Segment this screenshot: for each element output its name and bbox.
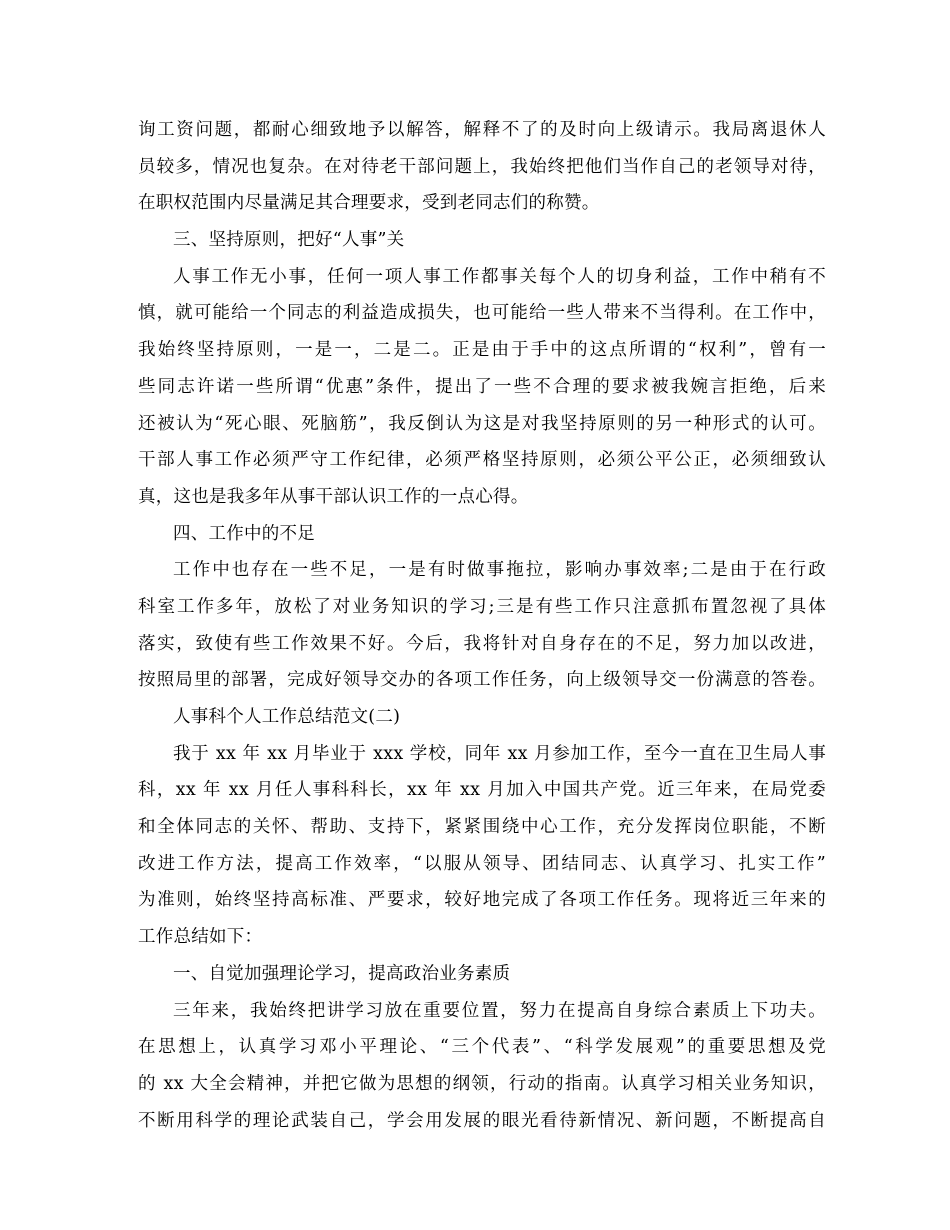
text-line: 人事工作无小事，任何一项人事工作都事关每个人的切身利益，工作中稍有不 (173, 266, 826, 287)
text-line: 三年来，我始终把讲学习放在重要位置，努力在提高自身综合素质上下功夫。 (173, 1000, 826, 1021)
text-line: 四、工作中的不足 (173, 523, 315, 544)
text-line: 科，xx 年 xx 月任人事科科长，xx 年 xx 月加入中国共产党。近三年来，在局党委 (138, 780, 826, 801)
text-line: 慎，就可能给一个同志的利益造成损失，也可能给一些人带来不当得利。在工作中， (138, 303, 826, 324)
text-line: 按照局里的部署，完成好领导交办的各项工作任务，向上级领导交一份满意的答卷。 (138, 670, 826, 691)
text-line: 改进工作方法，提高工作效率，“以服从领导、团结同志、认真学习、扎实工作” (138, 853, 826, 874)
text-line: 科室工作多年，放松了对业务知识的学习;三是有些工作只注意抓布置忽视了具体 (138, 596, 826, 617)
text-line: 工作总结如下： (138, 927, 263, 948)
text-line: 落实，致使有些工作效果不好。今后，我将针对自身存在的不足，努力加以改进， (138, 633, 826, 654)
text-line: 的 xx 大全会精神，并把它做为思想的纲领，行动的指南。认真学习相关业务知识， (138, 1073, 826, 1094)
text-line: 不断用科学的理论武装自己，学会用发展的眼光看待新情况、新问题，不断提高自 (138, 1110, 826, 1131)
text-line: 询工资问题，都耐心细致地予以解答，解释不了的及时向上级请示。我局离退休人 (138, 120, 826, 140)
text-line: 在职权范围内尽量满足其合理要求，受到老同志们的称赞。 (138, 193, 600, 214)
text-line: 工作中也存在一些不足，一是有时做事拖拉，影响办事效率;二是由于在行政 (173, 560, 826, 581)
text-line: 些同志许诺一些所谓“优惠”条件，提出了一些不合理的要求被我婉言拒绝，后来 (138, 376, 826, 397)
text-line: 真，这也是我多年从事干部认识工作的一点心得。 (138, 486, 529, 507)
text-line: 在思想上，认真学习邓小平理论、“三个代表”、“科学发展观”的重要思想及党 (138, 1037, 826, 1058)
text-line: 我于 xx 年 xx 月毕业于 xxx 学校，同年 xx 月参加工作，至今一直在卫生局人事 (173, 743, 826, 764)
document-page (138, 112, 826, 1139)
text-line: 我始终坚持原则，一是一，二是二。正是由于手中的这点所谓的“权利”，曾有一 (138, 340, 826, 361)
text-line: 人事科个人工作总结范文(二) (173, 707, 401, 727)
text-line: 三、坚持原则，把好“人事”关 (173, 230, 405, 251)
text-line: 员较多，情况也复杂。在对待老干部问题上，我始终把他们当作自己的老领导对待， (138, 156, 826, 177)
text-line: 还被认为“死心眼、死脑筋”，我反倒认为这是对我坚持原则的另一种形式的认可。 (138, 413, 826, 434)
text-line: 干部人事工作必须严守工作纪律，必须严格坚持原则，必须公平公正，必须细致认 (138, 450, 826, 471)
text-line: 一、自觉加强理论学习，提高政治业务素质 (173, 963, 511, 984)
text-line: 为准则，始终坚持高标准、严要求，较好地完成了各项工作任务。现将近三年来的 (138, 890, 826, 911)
text-line: 和全体同志的关怀、帮助、支持下，紧紧围绕中心工作，充分发挥岗位职能，不断 (138, 817, 826, 838)
